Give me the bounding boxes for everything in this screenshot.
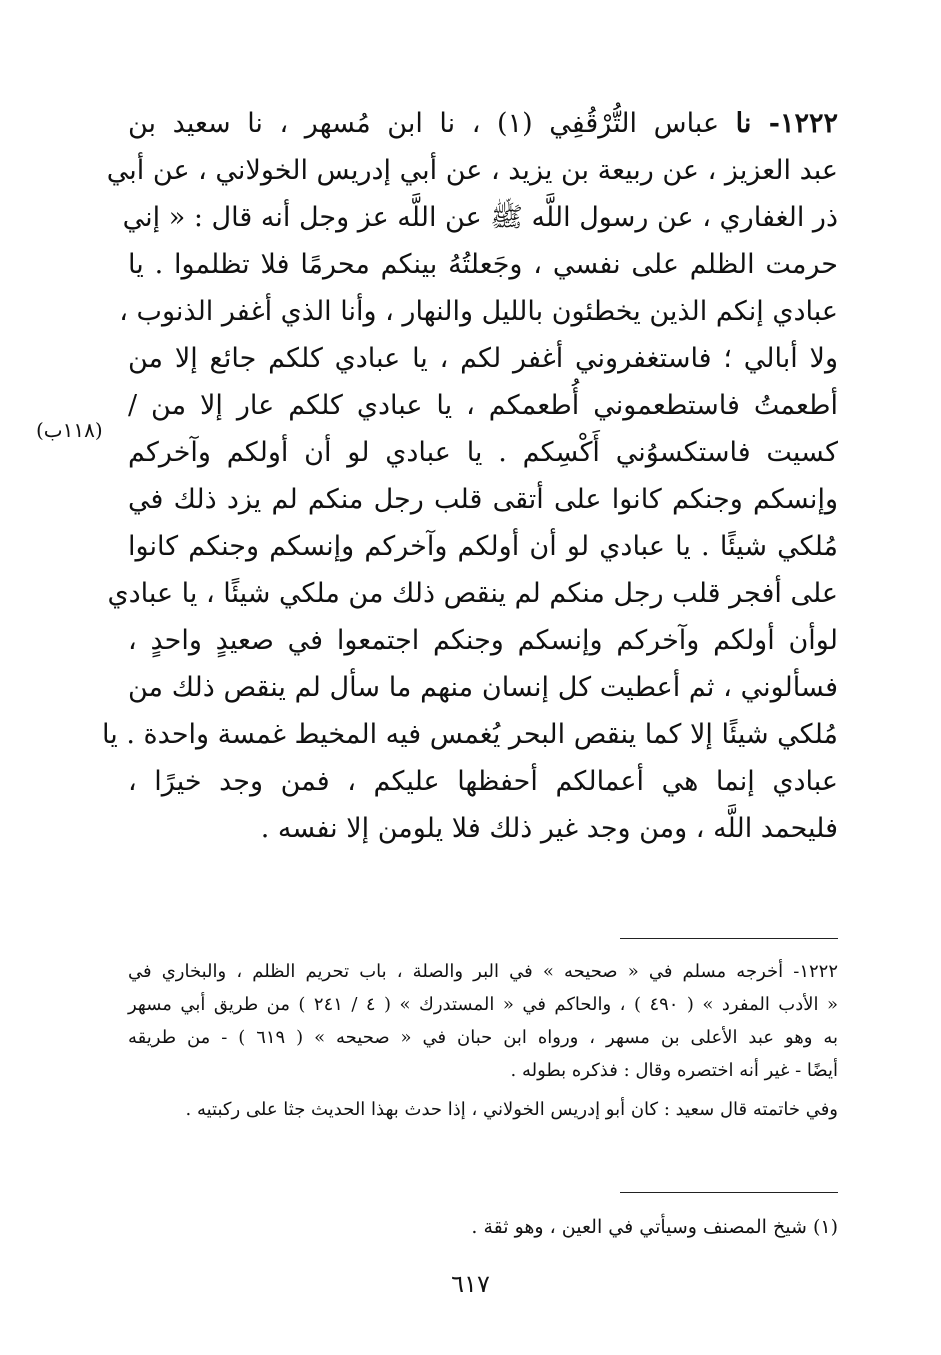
hadith-line-5: عبادي إنكم الذين يخطئون بالليل والنهار ، وأنا الذي أغفر الذنوب ، bbox=[119, 296, 838, 327]
hadith-line-8: كسيت فاستكسوُني أَكْسِكم . يا عبادي لو أن أولكم وآخركم bbox=[128, 437, 838, 468]
page-number: ٦١٧ bbox=[451, 1270, 490, 1298]
hadith-line-15: عبادي إنما هي أعمالكم أحفظها عليكم ، فمن وجد خيرًا ، bbox=[128, 766, 838, 797]
takhrij-notes bbox=[128, 955, 838, 1126]
hadith-line-12: لوأن أولكم وآخركم وإنسكم وجنكم اجتمعوا في صعيدٍ واحدٍ ، bbox=[128, 625, 838, 656]
hadith-line-16: فليحمد اللَّه ، ومن وجد غير ذلك فلا يلومن إلا نفسه . bbox=[260, 813, 838, 844]
hadith-line-4: حرمت الظلم على نفسي ، وجَعلتُهُ بينكم محرمًا فلا تظلموا . يا bbox=[128, 249, 838, 280]
hadith-line-text: عباس التُّرْقُفِي (١) ، نا ابن مُسهر ، نا سعيد بن bbox=[128, 108, 720, 139]
hadith-line-2: عبد العزيز ، عن ربيعة بن يزيد ، عن أبي إدريس الخولاني ، عن أبي bbox=[106, 155, 838, 186]
hadith-number: ١٢٢٢- نا bbox=[735, 108, 838, 139]
takhrij-line-2: « الأدب المفرد » ( ٤٩٠ ) ، والحاكم في « المستدرك » ( ٤ / ٢٤١ ) من طريق أبي مسهر bbox=[128, 994, 839, 1015]
manuscript-folio-marker: (١١٨ب) bbox=[36, 418, 103, 442]
hadith-line-9: وإنسكم وجنكم كانوا على أتقى قلب رجل منكم لم يزد ذلك في bbox=[128, 484, 838, 515]
takhrij-line-1: ١٢٢٢- أخرجه مسلم في « صحيحه » في البر والصلة ، باب تحريم الظلم ، والبخاري في bbox=[128, 961, 838, 982]
hadith-line-3: ذر الغفاري ، عن رسول اللَّه ﷺ عن اللَّه عز وجل أنه قال : « إني bbox=[122, 202, 838, 233]
footnote: (١) شيخ المصنف وسيأتي في العين ، وهو ثقة . bbox=[471, 1216, 838, 1238]
takhrij-line-4: أيضًا - غير أنه اختصره وقال : فذكره بطوله . bbox=[510, 1060, 838, 1081]
footnote-divider bbox=[620, 938, 838, 939]
hadith-line-14: مُلكي شيئًا إلا كما ينقص البحر يُغمس فيه المخيط غمسة واحدة . يا bbox=[102, 719, 838, 750]
takhrij-line-5: وفي خاتمته قال سعيد : كان أبو إدريس الخولاني ، إذا حدث بهذا الحديث جثا على ركبتيه . bbox=[185, 1099, 838, 1120]
hadith-line-1 bbox=[128, 100, 838, 147]
hadith-line-10: مُلكي شيئًا . يا عبادي لو أن أولكم وآخركم وإنسكم وجنكم كانوا bbox=[128, 531, 838, 562]
hadith-text bbox=[102, 100, 838, 852]
hadith-line-13: فسألوني ، ثم أعطيت كل إنسان منهم ما سأل لم ينقص ذلك من bbox=[128, 672, 838, 703]
hadith-line-6: ولا أبالي ؛ فاستغفروني أغفر لكم ، يا عبادي كلكم جائع إلا من bbox=[128, 343, 838, 374]
takhrij-line-3: به وهو عبد الأعلى بن مسهر ، ورواه ابن حبان في « صحيحه » ( ٦١٩ ) - من طريقه bbox=[128, 1027, 839, 1048]
hadith-line-11: على أفجر قلب رجل منكم لم ينقص ذلك من ملكي شيئًا ، يا عبادي bbox=[107, 578, 838, 609]
footnote-divider bbox=[620, 1192, 838, 1193]
hadith-line-7: أطعمتُ فاستطعموني أُطعمكم ، يا عبادي كلكم عار إلا من / bbox=[128, 390, 838, 421]
